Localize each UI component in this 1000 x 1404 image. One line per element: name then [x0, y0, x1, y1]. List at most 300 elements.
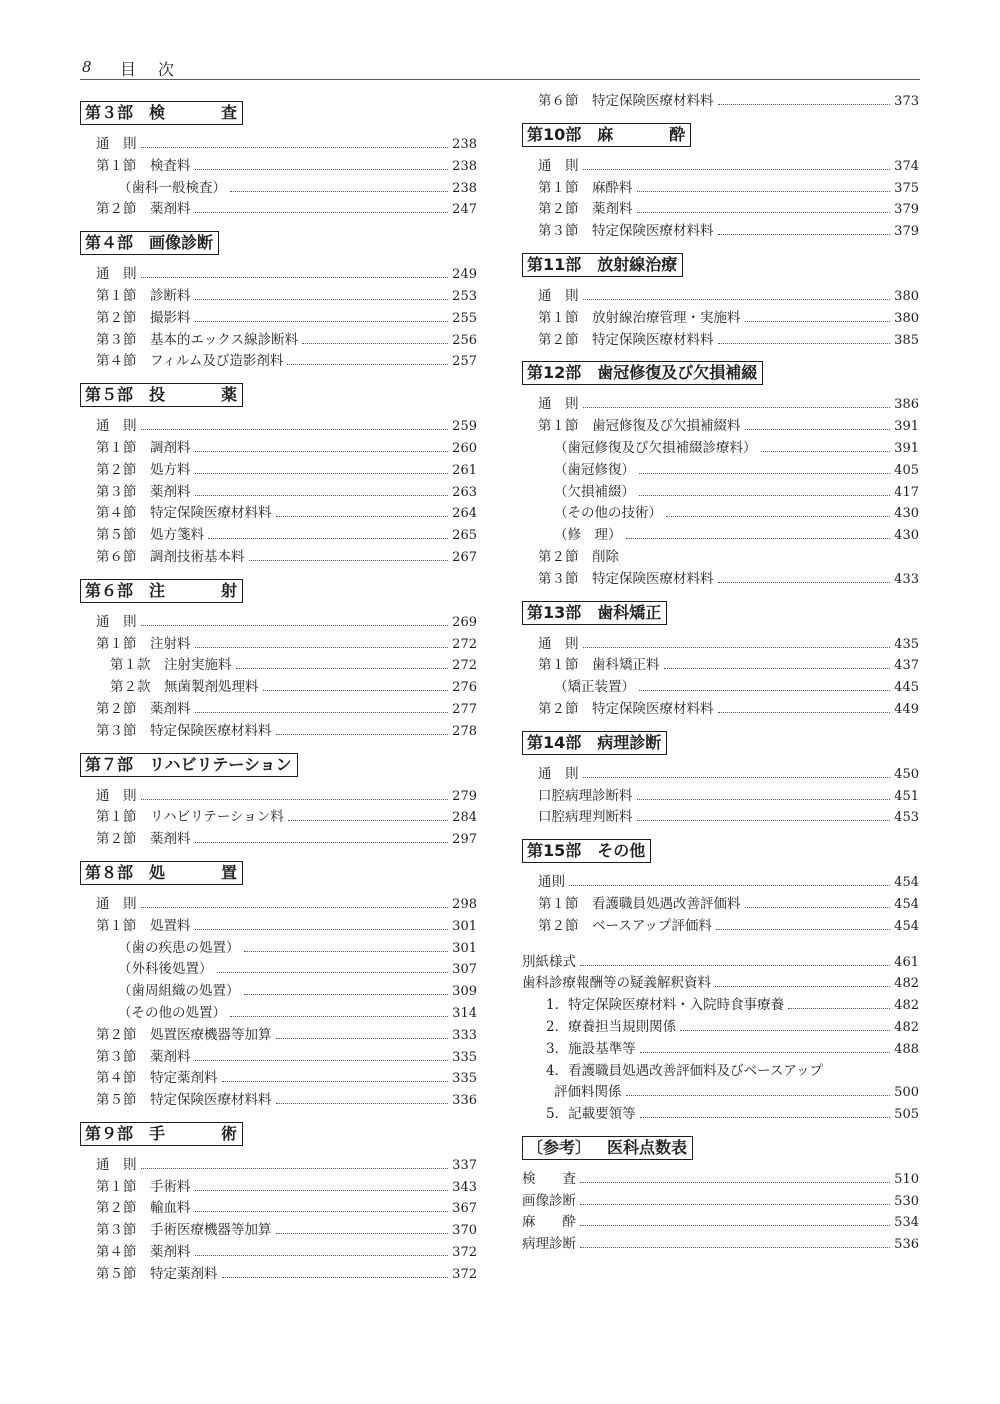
toc-entry-page: 336 — [452, 1093, 477, 1109]
dot-leader — [263, 678, 449, 691]
toc-entry-title: 2．療養担当規則関係 — [546, 1018, 677, 1035]
dot-leader — [569, 873, 890, 886]
toc-entry-page: 314 — [452, 1005, 477, 1021]
toc-entry-title: 第２款 無菌製剤処理料 — [110, 679, 259, 696]
toc-entry[interactable] — [80, 460, 477, 482]
toc-entry-title: 評価料関係 — [554, 1084, 622, 1101]
toc-entry-title: 歯科診療報酬等の疑義解釈資料 — [522, 975, 711, 992]
toc-entry-title: 第１節 放射線治療管理・実施料 — [538, 309, 741, 326]
toc-part-section — [522, 113, 919, 243]
toc-entry[interactable] — [522, 91, 919, 113]
toc-entry[interactable] — [522, 677, 919, 699]
toc-entry[interactable] — [80, 134, 477, 156]
dot-leader — [141, 265, 449, 278]
dot-leader — [639, 483, 890, 496]
toc-entry-page: 333 — [452, 1027, 477, 1043]
toc-entry[interactable] — [522, 482, 919, 504]
toc-part-section — [80, 569, 477, 743]
dot-leader — [718, 92, 891, 105]
part-number: 第７部 — [85, 754, 134, 774]
toc-entry[interactable] — [80, 1068, 477, 1090]
toc-entry-page: 238 — [452, 180, 477, 196]
toc-entry-title: 第１節 看護職員処遇改善評価料 — [538, 895, 741, 912]
toc-entry[interactable] — [522, 894, 919, 916]
dot-leader — [276, 722, 449, 735]
dot-leader — [761, 439, 891, 452]
toc-entry-title: 第１節 歯冠修復及び欠損補綴料 — [538, 418, 741, 435]
toc-entry[interactable] — [80, 525, 477, 547]
toc-part-section — [80, 1112, 477, 1286]
dot-leader — [222, 1069, 449, 1082]
part-label: 歯冠修復及び欠損補綴 — [597, 363, 758, 383]
toc-entry[interactable] — [80, 1003, 477, 1025]
toc-entry[interactable] — [80, 677, 477, 699]
toc-entry-title: 第２節 処置医療機器等加算 — [96, 1026, 272, 1043]
part-label: 歯科矯正 — [597, 602, 662, 622]
toc-entry[interactable] — [522, 1061, 919, 1083]
toc-part-section — [80, 373, 477, 569]
page-number: 8 — [82, 58, 92, 76]
toc-entry-page: 380 — [894, 310, 919, 326]
dot-leader — [195, 461, 449, 474]
toc-entry-title: （歯冠修復） — [554, 461, 635, 478]
toc-entry[interactable] — [522, 330, 919, 352]
toc-part-section — [80, 91, 477, 221]
toc-entry-page: 247 — [452, 202, 477, 218]
toc-entry-page: 272 — [452, 636, 477, 652]
toc-entry[interactable] — [522, 699, 919, 721]
toc-entry-title: 通 則 — [538, 396, 579, 413]
toc-entry[interactable] — [80, 1047, 477, 1069]
part-label: 検 査 — [149, 103, 238, 122]
toc-entry-title: 麻 酔 — [522, 1214, 576, 1231]
toc-entry[interactable] — [80, 351, 477, 373]
toc-entry-page: 265 — [452, 528, 477, 544]
toc-entry[interactable] — [522, 995, 919, 1017]
dot-leader — [249, 548, 449, 561]
part-heading — [522, 731, 667, 755]
toc-entry-page: 253 — [452, 288, 477, 304]
dot-leader — [236, 656, 449, 669]
toc-entry-title: 病理診断 — [522, 1236, 576, 1253]
part-label: 処 置 — [149, 862, 238, 882]
toc-entry[interactable] — [80, 199, 477, 221]
dot-leader — [276, 1221, 449, 1234]
toc-entry-title: 通 則 — [96, 418, 137, 435]
toc-entry-page: 435 — [894, 636, 919, 652]
toc-entry-page: 307 — [452, 962, 477, 978]
toc-entry-page: 298 — [452, 896, 477, 912]
toc-entry[interactable] — [80, 1177, 477, 1199]
toc-entry[interactable] — [522, 394, 919, 416]
toc-part-section — [522, 591, 919, 721]
toc-entry[interactable] — [80, 829, 477, 851]
toc-entry[interactable] — [522, 1234, 919, 1256]
toc-entry[interactable] — [80, 1155, 477, 1177]
toc-entry[interactable] — [80, 1220, 477, 1242]
dot-leader — [580, 1235, 890, 1248]
toc-entry-title: 通 則 — [96, 136, 137, 152]
toc-entry-title: 口腔病理判断料 — [538, 809, 633, 826]
dot-leader — [276, 504, 449, 517]
toc-entry[interactable] — [522, 1212, 919, 1234]
toc-entry-page: 272 — [452, 658, 477, 674]
dot-leader — [195, 917, 449, 930]
toc-entry-page: 385 — [894, 332, 919, 348]
part-label: 放射線治療 — [597, 254, 678, 274]
part-number: 第９部 — [85, 1123, 134, 1143]
dot-leader — [244, 982, 449, 995]
part-label: 病理診断 — [597, 732, 662, 752]
dot-leader — [287, 352, 448, 365]
dot-leader — [141, 135, 449, 148]
toc-entry-title: 第３節 薬剤料 — [96, 483, 191, 500]
toc-entry-title: 第６節 特定保険医療材料料 — [538, 93, 714, 109]
part-number: 第３部 — [85, 103, 134, 122]
toc-entry-title: （その他の処置） — [118, 1004, 226, 1021]
toc-entry-title: 第３節 特定保険医療材料料 — [538, 570, 714, 587]
toc-entry[interactable] — [80, 482, 477, 504]
toc-entry-title: 第３節 基本的エックス線診断料 — [96, 331, 299, 348]
toc-entry-page: 391 — [894, 440, 919, 456]
toc-entry[interactable] — [522, 1191, 919, 1213]
toc-entry-page: 451 — [894, 788, 919, 804]
toc-entry[interactable] — [80, 1264, 477, 1286]
toc-entry[interactable] — [522, 916, 919, 938]
toc-entry[interactable] — [80, 1198, 477, 1220]
toc-entry-page: 367 — [452, 1201, 477, 1217]
dot-leader — [788, 996, 890, 1009]
dot-leader — [640, 1105, 891, 1118]
toc-entry-title: 第２節 撮影料 — [96, 309, 191, 326]
toc-entry-title: 第１節 手術料 — [96, 1178, 191, 1195]
toc-entry-page: 343 — [452, 1179, 477, 1195]
toc-entry-title: 第２節 特定保険医療材料料 — [538, 331, 714, 348]
dot-leader — [580, 1192, 890, 1205]
toc-part-section — [522, 721, 919, 829]
toc-entry-page: 276 — [452, 680, 477, 696]
toc-entry[interactable] — [522, 156, 919, 178]
toc-entry-title: 3．施設基準等 — [546, 1040, 636, 1057]
toc-entry-page: 433 — [894, 571, 919, 587]
toc-entry-title: 第２節 ベースアップ評価料 — [538, 917, 712, 934]
toc-entry[interactable] — [80, 438, 477, 460]
toc-entry-page: 372 — [452, 1266, 477, 1282]
toc-entry[interactable] — [522, 1104, 919, 1126]
dot-leader — [666, 504, 890, 517]
toc-entry[interactable] — [80, 807, 477, 829]
toc-entry-title: 第４節 薬剤料 — [96, 1244, 191, 1261]
part-heading — [80, 231, 219, 255]
toc-entry[interactable] — [522, 438, 919, 460]
toc-entry[interactable] — [522, 634, 919, 656]
dot-leader — [583, 157, 891, 170]
dot-leader — [195, 287, 449, 300]
toc-entry-title: 第１節 調剤料 — [96, 439, 191, 456]
toc-entry[interactable] — [80, 178, 477, 200]
toc-entry[interactable] — [80, 286, 477, 308]
toc-entry-page: 370 — [452, 1223, 477, 1239]
toc-entry[interactable] — [522, 178, 919, 200]
dot-leader — [302, 331, 448, 344]
toc-entry-title: 第４節 特定保険医療材料料 — [96, 505, 272, 522]
toc-entry[interactable] — [522, 199, 919, 221]
part-label: 注 射 — [149, 580, 238, 600]
toc-entry-page: 437 — [894, 658, 919, 674]
part-number: 第13部 — [527, 602, 582, 622]
dot-leader — [664, 656, 891, 669]
part-number: 第６部 — [85, 580, 134, 600]
dot-leader — [583, 287, 891, 300]
dot-leader — [718, 331, 891, 344]
toc-entry-page: 278 — [452, 723, 477, 739]
toc-entry[interactable] — [522, 764, 919, 786]
toc-entry-title: 検 査 — [522, 1170, 576, 1187]
dot-leader — [195, 1199, 449, 1212]
toc-entry-page: 238 — [452, 158, 477, 174]
dot-leader — [195, 635, 449, 648]
toc-entry[interactable] — [522, 286, 919, 308]
toc-entry-page: 259 — [452, 419, 477, 435]
section-spacer — [522, 938, 919, 952]
dot-leader — [580, 1170, 890, 1183]
dot-leader — [141, 787, 449, 800]
dot-leader — [195, 1243, 449, 1256]
toc-entry-title: 第５節 特定保険医療材料料 — [96, 1092, 272, 1109]
toc-entry-title: 通 則 — [96, 613, 137, 630]
toc-entry[interactable] — [522, 807, 919, 829]
toc-entry-title: 第１節 麻酔料 — [538, 179, 633, 196]
toc-entry-title: （外科後処置） — [118, 961, 213, 978]
toc-entry-title: 通 則 — [538, 765, 579, 782]
part-number: 第15部 — [527, 841, 582, 861]
toc-entry-title: 通 則 — [96, 1156, 137, 1173]
toc-entry-page: 454 — [894, 896, 919, 912]
toc-entry[interactable] — [80, 547, 477, 569]
dot-leader — [637, 808, 891, 821]
toc-entry[interactable] — [80, 655, 477, 677]
toc-entry-title: 第１節 注射料 — [96, 635, 191, 652]
toc-entry[interactable] — [522, 547, 919, 569]
toc-entry[interactable] — [80, 786, 477, 808]
toc-entry[interactable] — [522, 503, 919, 525]
dot-leader — [244, 939, 449, 952]
part-heading — [522, 1136, 693, 1160]
toc-entry[interactable] — [522, 221, 919, 243]
dot-leader — [583, 635, 891, 648]
toc-entry-title: 別紙様式 — [522, 953, 576, 970]
part-heading — [522, 361, 763, 385]
toc-entry[interactable] — [522, 569, 919, 591]
toc-entry[interactable] — [522, 525, 919, 547]
toc-entry-title: 第１節 診断料 — [96, 287, 191, 304]
part-heading — [522, 601, 667, 625]
toc-entry-title: （その他の技術） — [554, 505, 662, 522]
toc-entry-title: 通 則 — [538, 287, 579, 304]
dot-leader — [583, 765, 891, 778]
dot-leader — [639, 461, 890, 474]
dot-leader — [715, 974, 890, 987]
toc-entry[interactable] — [522, 1039, 919, 1061]
toc-entry-title: 通 則 — [96, 266, 137, 283]
dot-leader — [583, 395, 891, 408]
dot-leader — [195, 157, 449, 170]
dot-leader — [637, 787, 891, 800]
toc-entry[interactable] — [522, 1169, 919, 1191]
appendix-list — [522, 952, 919, 1126]
part-number: 第５部 — [85, 385, 134, 405]
toc-entry[interactable] — [80, 330, 477, 352]
toc-entry-page: 386 — [894, 397, 919, 413]
toc-entry[interactable] — [80, 612, 477, 634]
toc-entry[interactable] — [80, 416, 477, 438]
toc-entry[interactable] — [80, 503, 477, 525]
toc-entry[interactable] — [522, 973, 919, 995]
part-heading — [80, 861, 243, 885]
toc-entry-title: 第３節 薬剤料 — [96, 1048, 191, 1065]
toc-entry-page: 257 — [452, 354, 477, 370]
part-heading — [80, 383, 243, 407]
toc-entry[interactable] — [522, 872, 919, 894]
toc-entry[interactable] — [80, 264, 477, 286]
dot-leader — [745, 417, 891, 430]
part-heading — [80, 1122, 243, 1146]
toc-entry-page: 449 — [894, 701, 919, 717]
toc-entry-title: 第５節 特定薬剤料 — [96, 1265, 218, 1282]
toc-entry[interactable] — [80, 699, 477, 721]
toc-entry-page: 255 — [452, 310, 477, 326]
toc-entry-page: 263 — [452, 484, 477, 500]
toc-entry-title: 第２節 薬剤料 — [96, 700, 191, 717]
toc-entry[interactable] — [80, 938, 477, 960]
toc-entry-page: 454 — [894, 918, 919, 934]
toc-entry[interactable] — [80, 721, 477, 743]
toc-entry-page: 510 — [894, 1171, 919, 1187]
toc-entry-page: 391 — [894, 419, 919, 435]
part-label: 麻 酔 — [597, 124, 686, 144]
toc-entry-title: 第１節 リハビリテーション料 — [96, 809, 284, 826]
dot-leader — [141, 417, 449, 430]
toc-entry[interactable] — [80, 634, 477, 656]
part-number: 第４部 — [85, 233, 134, 253]
dot-leader — [637, 200, 891, 213]
toc-entry[interactable] — [522, 1017, 919, 1039]
toc-entry-page: 530 — [894, 1193, 919, 1209]
dot-leader — [276, 1026, 449, 1039]
dot-leader — [195, 200, 449, 213]
toc-entry-page: 256 — [452, 332, 477, 348]
part-label: 医科点数表 — [607, 1137, 688, 1157]
toc-entry-title: 通 則 — [538, 635, 579, 652]
toc-entry-title: （修 理） — [554, 527, 622, 544]
dot-leader — [208, 526, 448, 539]
dot-leader — [718, 700, 891, 713]
dot-leader — [580, 953, 890, 966]
toc-entry-page: 269 — [452, 614, 477, 630]
dot-leader — [718, 222, 891, 235]
toc-entry-page: 536 — [894, 1237, 919, 1253]
reference-section — [522, 1126, 919, 1256]
toc-entry[interactable] — [80, 308, 477, 330]
toc-entry[interactable] — [80, 959, 477, 981]
toc-entry-page: 301 — [452, 940, 477, 956]
toc-entry[interactable] — [80, 916, 477, 938]
toc-entry-page: 375 — [894, 180, 919, 196]
toc-entry-page: 454 — [894, 875, 919, 891]
toc-entry-title: 第２節 処方料 — [96, 461, 191, 478]
toc-entry[interactable] — [522, 416, 919, 438]
toc-entry[interactable] — [80, 156, 477, 178]
toc-entry-title: 第１節 検査料 — [96, 157, 191, 174]
dot-leader — [639, 678, 890, 691]
toc-entry-title: 1．特定保険医療材料・入院時食事療養 — [546, 997, 785, 1014]
dot-leader — [276, 1091, 449, 1104]
toc-entry[interactable] — [522, 1082, 919, 1104]
toc-entry[interactable] — [80, 1025, 477, 1047]
toc-entry-page: 372 — [452, 1245, 477, 1261]
toc-entry-title: 画像診断 — [522, 1192, 576, 1209]
toc-entry[interactable] — [522, 460, 919, 482]
part-heading — [80, 101, 243, 125]
dot-leader — [626, 526, 891, 539]
toc-entry-page: 430 — [894, 506, 919, 522]
toc-entry-page: 335 — [452, 1049, 477, 1065]
part-heading — [522, 839, 651, 863]
toc-entry[interactable] — [522, 308, 919, 330]
toc-entry-title: 通則 — [538, 874, 565, 891]
toc-part-section — [522, 351, 919, 590]
part-number: 第12部 — [527, 363, 582, 383]
toc-entry-title: 第５節 処方箋料 — [96, 527, 204, 544]
toc-entry-title: 第２節 特定保険医療材料料 — [538, 700, 714, 717]
dot-leader — [230, 179, 448, 192]
toc-entry-page: 373 — [894, 94, 919, 109]
toc-entry-page: 445 — [894, 680, 919, 696]
toc-entry[interactable] — [80, 981, 477, 1003]
dot-leader — [195, 830, 449, 843]
toc-entry-title: 第４節 特定薬剤料 — [96, 1070, 218, 1087]
toc-entry-page: 417 — [894, 484, 919, 500]
toc-entry[interactable] — [80, 1242, 477, 1264]
toc-entry-title: 通 則 — [96, 787, 137, 804]
dot-leader — [195, 1178, 449, 1191]
toc-entry-page: 249 — [452, 267, 477, 283]
toc-entry[interactable] — [522, 655, 919, 677]
toc-entry-title: 第２節 削除 — [538, 548, 619, 565]
part-heading — [80, 753, 298, 777]
toc-entry-page: 379 — [894, 202, 919, 218]
toc-entry-title: 5．記載要領等 — [546, 1106, 636, 1123]
toc-entry[interactable] — [80, 1090, 477, 1112]
toc-entry-page: 297 — [452, 832, 477, 848]
toc-entry-page: 505 — [894, 1107, 919, 1123]
toc-entry-page: 309 — [452, 984, 477, 1000]
toc-entry-page: 380 — [894, 288, 919, 304]
toc-entry-title: （矯正装置） — [554, 679, 635, 696]
part-label: 投 薬 — [149, 385, 238, 405]
toc-part-section — [522, 829, 919, 937]
dot-leader — [680, 1018, 890, 1031]
toc-entry-title: （歯冠修復及び欠損補綴診療料） — [554, 439, 757, 456]
toc-entry-page: 260 — [452, 440, 477, 456]
page-header — [80, 52, 920, 80]
dot-leader — [716, 917, 890, 930]
toc-entry-title: 第１節 処置料 — [96, 917, 191, 934]
toc-entry[interactable] — [80, 894, 477, 916]
toc-entry[interactable] — [522, 952, 919, 974]
toc-entry-title: 4．看護職員処遇改善評価料及びベースアップ — [546, 1062, 823, 1079]
toc-entry[interactable] — [522, 786, 919, 808]
